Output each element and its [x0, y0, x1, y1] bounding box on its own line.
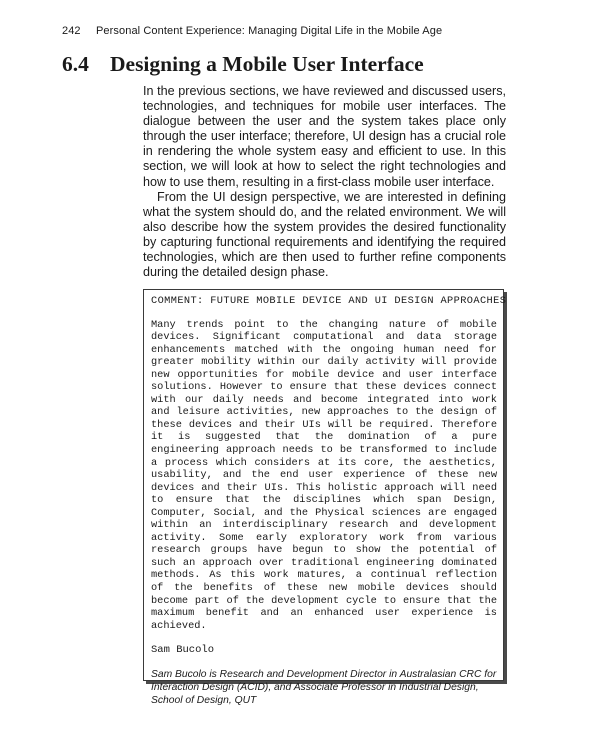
book-title: Personal Content Experience: Managing Digital Life in the Mobile Age: [96, 25, 443, 37]
body-text: [143, 84, 506, 280]
comment-body: Many trends point to the changing nature of mobile devices. Significant computational and data storage enhancements matched with the ongoing human need for greater mobility within our daily activity will provide new opportunities for mobile device and user interface solutions. However to ensure that these devices connect with our daily needs and become integrated into work and leisure activities, new approaches to the design of these devices and their UIs will be required. Therefore it is suggested that the domination of a pure engineering approach needs to be transformed to include a process which considers at its core, the aesthetics, usability, and the end user experience of these new devices and their UIs. This holistic approach will need to ensure that the disciplines which span Design, Computer, Social, and the Physical sciences are engaged within an interdisciplinary research and development activity. Some early exploratory work from various research groups have begun to show the potential of such an approach over traditional engineering dominated methods. As this work matures, a continual reflection of the benefits of these new mobile devices should become part of the development cycle to ensure that the maximum benefit and an enhanced user experience is achieved.: [151, 318, 497, 632]
comment-heading: COMMENT: FUTURE MOBILE DEVICE AND UI DESIGN APPROACHES: [151, 295, 507, 307]
running-header: [62, 25, 442, 37]
page-number: 242: [62, 25, 81, 37]
comment-author: Sam Bucolo: [151, 644, 215, 657]
section-heading: [62, 52, 424, 77]
section-number: 6.4: [62, 52, 89, 76]
paragraph-1: In the previous sections, we have reviewed and discussed users, technologies, and techniques for mobile user interfaces. The dialogue between the user and the system takes place only through the user interface; therefore, UI design has a crucial role in rendering the whole system easy and efficient to use. In this section, we will look at how to select the right technologies and how to use them, resulting in a first-class mobile user interface.: [143, 84, 506, 189]
comment-box: [143, 289, 507, 707]
author-bio: Sam Bucolo is Research and Development Director in Australasian CRC for Interaction Design (ACID), and Associate Professor in Industrial Design, School of Design, QUT: [151, 668, 497, 707]
section-title: Designing a Mobile User Interface: [110, 52, 424, 76]
paragraph-2: From the UI design perspective, we are interested in defining what the system should do, and the related environment. We will also describe how the system provides the desired functionality by capturing functional requirements and identifying the required technologies, which are then used to further refine components during the detailed design phase.: [143, 189, 506, 280]
